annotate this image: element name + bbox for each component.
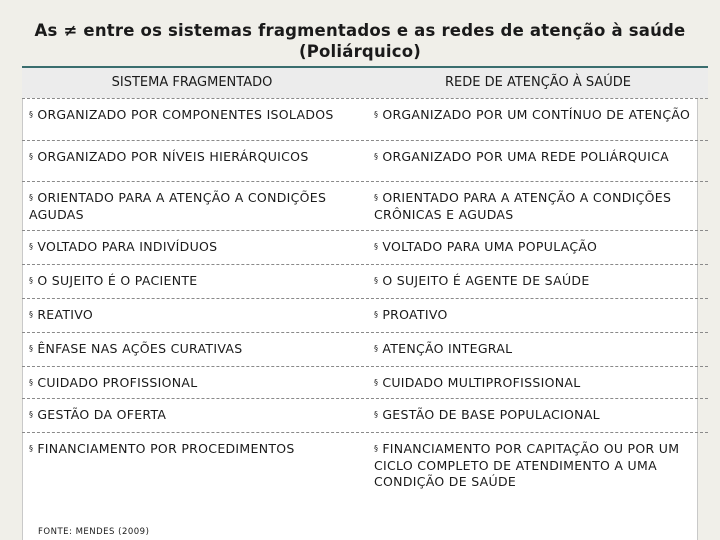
bullet-icon: § [29, 242, 34, 251]
title-line-2: (Poliárquico) [298, 42, 422, 61]
bullet-icon: § [374, 410, 379, 419]
row-right-text: GESTÃO DE BASE POPULACIONAL [382, 407, 600, 422]
table-row [22, 332, 708, 367]
bullet-icon: § [29, 110, 34, 119]
row-left-text: REATIVO [37, 307, 94, 322]
bullet-icon: § [29, 152, 34, 161]
row-left-cell [29, 190, 369, 223]
row-left-cell [29, 239, 369, 256]
bullet-icon: § [374, 344, 379, 353]
row-right-cell [374, 307, 704, 324]
row-left-text: ORGANIZADO POR COMPONENTES ISOLADOS [37, 107, 334, 122]
row-right-text: O SUJEITO É AGENTE DE SAÚDE [382, 273, 590, 288]
row-right-text: CUIDADO MULTIPROFISSIONAL [382, 375, 581, 390]
row-left-text: ORGANIZADO POR NÍVEIS HIERÁRQUICOS [37, 149, 309, 164]
row-left-cell [29, 375, 369, 392]
table-row [22, 298, 708, 333]
row-left-cell [29, 107, 369, 124]
row-left-cell [29, 149, 369, 166]
row-left-text: CUIDADO PROFISSIONAL [37, 375, 198, 390]
row-right-cell [374, 239, 704, 256]
header-right: REDE DE ATENÇÃO À SAÚDE [445, 75, 631, 90]
bullet-icon: § [374, 310, 379, 319]
row-left-text: FINANCIAMENTO POR PROCEDIMENTOS [37, 441, 295, 456]
table-header [22, 66, 708, 98]
header-left: SISTEMA FRAGMENTADO [111, 75, 273, 90]
table-row [22, 366, 708, 399]
bullet-icon: § [374, 276, 379, 285]
bullet-icon: § [374, 444, 379, 453]
row-right-text: ORGANIZADO POR UM CONTÍNUO DE ATENÇÃO [382, 107, 691, 122]
row-right-text: ORGANIZADO POR UMA REDE POLIÁRQUICA [382, 149, 669, 164]
title-line-1: As ≠ entre os sistemas fragmentados e as redes de atenção à saúde [34, 21, 686, 40]
table-row [22, 264, 708, 299]
row-right-text: FINANCIAMENTO POR CAPITAÇÃO OU POR UM CICLO COMPLETO DE ATENDIMENTO A UMA CONDIÇÃO DE SAÚDE [374, 441, 680, 489]
row-right-cell [374, 190, 704, 223]
bullet-icon: § [29, 344, 34, 353]
table-row [22, 181, 708, 231]
bullet-icon: § [29, 276, 34, 285]
row-left-text: ORIENTADO PARA A ATENÇÃO A CONDIÇÕES AGUDAS [29, 190, 327, 222]
table-row [22, 140, 708, 182]
row-left-cell [29, 341, 369, 358]
row-left-text: VOLTADO PARA INDIVÍDUOS [37, 239, 218, 254]
row-left-cell [29, 307, 369, 324]
row-left-cell [29, 407, 369, 424]
row-right-cell [374, 375, 704, 392]
row-right-cell [374, 441, 704, 491]
bullet-icon: § [374, 193, 379, 202]
row-left-cell [29, 441, 369, 458]
bullet-icon: § [374, 378, 379, 387]
table-row [22, 230, 708, 265]
table-row [22, 398, 708, 433]
row-left-cell [29, 273, 369, 290]
bullet-icon: § [29, 310, 34, 319]
row-right-text: ATENÇÃO INTEGRAL [382, 341, 513, 356]
row-right-cell [374, 273, 704, 290]
bullet-icon: § [374, 152, 379, 161]
bullet-icon: § [374, 110, 379, 119]
source-note: FONTE: MENDES (2009) [38, 527, 150, 537]
bullet-icon: § [29, 193, 34, 202]
table-row [22, 98, 708, 141]
row-right-cell [374, 341, 704, 358]
row-right-text: ORIENTADO PARA A ATENÇÃO A CONDIÇÕES CRÔNICAS E AGUDAS [374, 190, 672, 222]
bullet-icon: § [374, 242, 379, 251]
row-right-text: PROATIVO [382, 307, 448, 322]
row-left-text: GESTÃO DA OFERTA [37, 407, 167, 422]
bullet-icon: § [29, 410, 34, 419]
bullet-icon: § [29, 378, 34, 387]
row-right-cell [374, 149, 704, 166]
row-right-cell [374, 107, 704, 124]
bullet-icon: § [29, 444, 34, 453]
row-right-cell [374, 407, 704, 424]
row-right-text: VOLTADO PARA UMA POPULAÇÃO [382, 239, 598, 254]
page-title [0, 20, 720, 62]
row-left-text: ÊNFASE NAS AÇÕES CURATIVAS [37, 341, 243, 356]
table-row [22, 432, 708, 521]
row-left-text: O SUJEITO É O PACIENTE [37, 273, 198, 288]
